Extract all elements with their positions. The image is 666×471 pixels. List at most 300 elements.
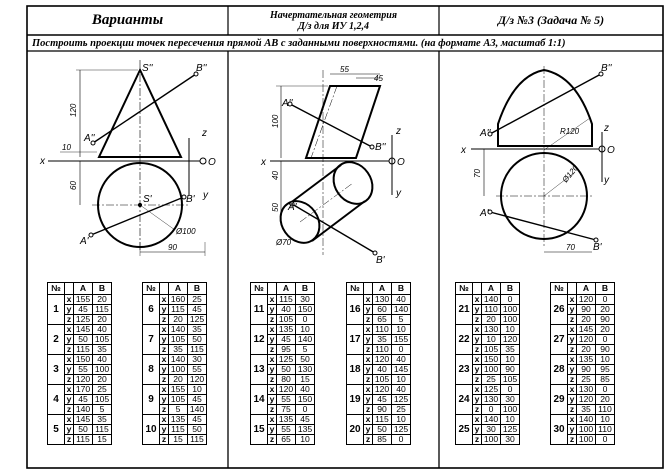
variant-number: 5 bbox=[48, 415, 65, 445]
variant-number: 4 bbox=[48, 385, 65, 415]
table-header-row bbox=[551, 283, 615, 295]
value-a: 120 bbox=[577, 295, 596, 305]
value-a: 140 bbox=[169, 355, 188, 365]
dim-55: 55 bbox=[340, 65, 349, 74]
value-b: 120 bbox=[188, 375, 207, 385]
value-b: 10 bbox=[296, 325, 315, 335]
label-a1: A' bbox=[288, 202, 297, 213]
variant-table bbox=[47, 282, 112, 445]
dim-60: 60 bbox=[69, 181, 78, 190]
value-a: 50 bbox=[277, 365, 296, 375]
value-b: 10 bbox=[501, 325, 520, 335]
variant-number: 29 bbox=[551, 385, 568, 415]
axis-label: z bbox=[364, 405, 373, 415]
value-b: 5 bbox=[93, 405, 112, 415]
variant-number: 2 bbox=[48, 325, 65, 355]
table-row bbox=[251, 415, 315, 425]
table-header-row bbox=[48, 283, 112, 295]
dim-d120: Ø120 bbox=[560, 163, 581, 185]
value-b: 30 bbox=[188, 355, 207, 365]
value-b: 5 bbox=[392, 315, 411, 325]
task-statement: Построить проекции точек пересечения прямой АВ с заданными поверхностями. (на формате А3, масштаб 1:1) bbox=[32, 38, 566, 49]
label-b1: B' bbox=[376, 255, 385, 266]
value-a: 20 bbox=[169, 315, 188, 325]
axis-label: x bbox=[268, 295, 277, 305]
value-a: 80 bbox=[277, 375, 296, 385]
value-b: 45 bbox=[188, 305, 207, 315]
value-a: 115 bbox=[277, 295, 296, 305]
axis-label: x bbox=[65, 325, 74, 335]
label-b1: B' bbox=[593, 242, 602, 253]
axis-label: y bbox=[160, 365, 169, 375]
table-row bbox=[551, 325, 615, 335]
value-a: 90 bbox=[577, 305, 596, 315]
col-num: № bbox=[143, 283, 160, 295]
axis-label: z bbox=[473, 345, 482, 355]
value-b: 30 bbox=[501, 435, 520, 445]
variant-number: 3 bbox=[48, 355, 65, 385]
value-b: 20 bbox=[93, 295, 112, 305]
axis-label: y bbox=[160, 395, 169, 405]
label-b1: B' bbox=[186, 194, 195, 205]
value-a: 10 bbox=[482, 335, 501, 345]
dim-10: 10 bbox=[62, 143, 71, 152]
label-y: y bbox=[604, 175, 609, 186]
variant-table bbox=[455, 282, 520, 445]
axis-label: z bbox=[160, 345, 169, 355]
value-b: 110 bbox=[596, 425, 615, 435]
value-b: 10 bbox=[596, 415, 615, 425]
table-header-row bbox=[251, 283, 315, 295]
axis-label: x bbox=[473, 415, 482, 425]
table-row bbox=[143, 325, 207, 335]
value-a: 105 bbox=[169, 395, 188, 405]
value-b: 105 bbox=[93, 335, 112, 345]
value-a: 55 bbox=[74, 365, 93, 375]
label-o: O bbox=[397, 157, 405, 168]
value-a: 20 bbox=[482, 315, 501, 325]
axis-label: x bbox=[160, 295, 169, 305]
label-x: x bbox=[261, 157, 266, 168]
axis-label: y bbox=[364, 365, 373, 375]
axis-label: z bbox=[268, 435, 277, 445]
axis-label: y bbox=[364, 305, 373, 315]
col-a: A bbox=[482, 283, 501, 295]
axis-label: y bbox=[473, 395, 482, 405]
value-a: 110 bbox=[482, 305, 501, 315]
table-row bbox=[143, 355, 207, 365]
value-a: 65 bbox=[373, 315, 392, 325]
value-b: 40 bbox=[93, 355, 112, 365]
value-b: 35 bbox=[501, 345, 520, 355]
value-a: 115 bbox=[74, 345, 93, 355]
axis-label: x bbox=[568, 415, 577, 425]
value-b: 100 bbox=[501, 305, 520, 315]
header-assignment: Д/з №3 (Задача № 5) bbox=[497, 13, 605, 27]
axis-label: y bbox=[65, 335, 74, 345]
axis-label: y bbox=[568, 395, 577, 405]
value-a: 90 bbox=[373, 405, 392, 415]
axis-label: x bbox=[268, 385, 277, 395]
table-row bbox=[551, 385, 615, 395]
col-axis bbox=[65, 283, 74, 295]
value-b: 100 bbox=[501, 315, 520, 325]
value-b: 40 bbox=[392, 295, 411, 305]
col-b: B bbox=[501, 283, 520, 295]
value-b: 35 bbox=[93, 345, 112, 355]
value-b: 10 bbox=[188, 385, 207, 395]
variant-number: 30 bbox=[551, 415, 568, 445]
axis-label: x bbox=[568, 295, 577, 305]
label-s1: S' bbox=[143, 194, 152, 205]
value-a: 30 bbox=[482, 425, 501, 435]
axis-label: x bbox=[160, 355, 169, 365]
value-a: 120 bbox=[74, 375, 93, 385]
value-b: 100 bbox=[501, 405, 520, 415]
col-b: B bbox=[188, 283, 207, 295]
axis-label: y bbox=[568, 305, 577, 315]
col-a: A bbox=[577, 283, 596, 295]
axis-label: z bbox=[65, 345, 74, 355]
table-row bbox=[456, 295, 520, 305]
variant-number: 24 bbox=[456, 385, 473, 415]
col-num: № bbox=[347, 283, 364, 295]
dim-70-vertical: 70 bbox=[473, 169, 482, 178]
axis-label: y bbox=[268, 335, 277, 345]
table-row bbox=[48, 325, 112, 335]
axis-label: x bbox=[364, 385, 373, 395]
value-a: 110 bbox=[373, 325, 392, 335]
dim-d70: Ø70 bbox=[276, 238, 292, 247]
table-row bbox=[347, 355, 411, 365]
variant-number: 25 bbox=[456, 415, 473, 445]
value-a: 130 bbox=[482, 395, 501, 405]
value-a: 75 bbox=[277, 405, 296, 415]
axis-label: z bbox=[473, 405, 482, 415]
axis-label: z bbox=[568, 405, 577, 415]
table-row bbox=[347, 325, 411, 335]
table-row bbox=[143, 385, 207, 395]
value-b: 155 bbox=[392, 335, 411, 345]
value-a: 35 bbox=[169, 345, 188, 355]
value-a: 85 bbox=[373, 435, 392, 445]
table-row bbox=[551, 415, 615, 425]
value-a: 120 bbox=[373, 355, 392, 365]
value-b: 50 bbox=[296, 355, 315, 365]
variant-number: 15 bbox=[251, 415, 268, 445]
dim-50: 50 bbox=[271, 203, 280, 212]
variant-number: 6 bbox=[143, 295, 160, 325]
value-b: 50 bbox=[188, 425, 207, 435]
value-b: 105 bbox=[501, 375, 520, 385]
axis-label: x bbox=[568, 355, 577, 365]
value-a: 50 bbox=[74, 335, 93, 345]
value-a: 25 bbox=[577, 375, 596, 385]
value-b: 125 bbox=[392, 395, 411, 405]
axis-label: x bbox=[473, 295, 482, 305]
value-b: 105 bbox=[93, 395, 112, 405]
axis-label: x bbox=[268, 355, 277, 365]
col-axis bbox=[160, 283, 169, 295]
label-x: x bbox=[461, 145, 466, 156]
value-b: 10 bbox=[296, 435, 315, 445]
dim-70-horizontal: 70 bbox=[566, 243, 575, 252]
table-row bbox=[347, 415, 411, 425]
value-b: 130 bbox=[296, 365, 315, 375]
value-a: 120 bbox=[277, 385, 296, 395]
value-a: 150 bbox=[482, 355, 501, 365]
table-row bbox=[456, 325, 520, 335]
axis-label: y bbox=[473, 365, 482, 375]
dim-d100: Ø100 bbox=[176, 227, 196, 236]
value-b: 115 bbox=[93, 425, 112, 435]
value-a: 5 bbox=[169, 405, 188, 415]
label-a2: A'' bbox=[282, 98, 293, 109]
col-b: B bbox=[93, 283, 112, 295]
value-a: 155 bbox=[74, 295, 93, 305]
value-a: 45 bbox=[74, 305, 93, 315]
label-b2: B'' bbox=[601, 63, 612, 74]
variant-number: 22 bbox=[456, 325, 473, 355]
value-a: 125 bbox=[74, 315, 93, 325]
axis-label: z bbox=[160, 435, 169, 445]
variant-number: 17 bbox=[347, 325, 364, 355]
value-b: 20 bbox=[93, 315, 112, 325]
value-a: 130 bbox=[482, 325, 501, 335]
variant-number: 12 bbox=[251, 325, 268, 355]
axis-label: z bbox=[268, 345, 277, 355]
axis-label: x bbox=[364, 295, 373, 305]
value-b: 50 bbox=[188, 335, 207, 345]
table-row bbox=[251, 295, 315, 305]
value-a: 105 bbox=[373, 375, 392, 385]
variant-table bbox=[250, 282, 315, 445]
value-b: 115 bbox=[93, 305, 112, 315]
value-b: 0 bbox=[596, 435, 615, 445]
value-a: 40 bbox=[373, 365, 392, 375]
col-num: № bbox=[551, 283, 568, 295]
table-row bbox=[143, 295, 207, 305]
axis-label: z bbox=[364, 435, 373, 445]
axis-label: x bbox=[473, 325, 482, 335]
label-y: y bbox=[203, 190, 208, 201]
value-b: 55 bbox=[188, 365, 207, 375]
value-b: 95 bbox=[596, 365, 615, 375]
value-b: 45 bbox=[188, 395, 207, 405]
axis-label: z bbox=[160, 405, 169, 415]
label-o: O bbox=[208, 157, 216, 168]
value-a: 100 bbox=[482, 435, 501, 445]
value-a: 120 bbox=[373, 385, 392, 395]
axis-label: x bbox=[65, 355, 74, 365]
col-axis bbox=[473, 283, 482, 295]
variant-number: 14 bbox=[251, 385, 268, 415]
value-b: 0 bbox=[596, 385, 615, 395]
drawing-sphere bbox=[471, 66, 605, 252]
value-b: 0 bbox=[501, 385, 520, 395]
table-row bbox=[251, 355, 315, 365]
variant-number: 21 bbox=[456, 295, 473, 325]
col-a: A bbox=[277, 283, 296, 295]
table-row bbox=[456, 415, 520, 425]
value-a: 155 bbox=[169, 385, 188, 395]
value-a: 45 bbox=[277, 335, 296, 345]
table-row bbox=[251, 385, 315, 395]
axis-label: z bbox=[65, 405, 74, 415]
label-a1: A' bbox=[80, 236, 89, 247]
axis-label: z bbox=[568, 345, 577, 355]
value-a: 20 bbox=[577, 315, 596, 325]
value-a: 140 bbox=[577, 415, 596, 425]
col-num: № bbox=[251, 283, 268, 295]
col-b: B bbox=[392, 283, 411, 295]
col-b: B bbox=[596, 283, 615, 295]
value-b: 100 bbox=[93, 365, 112, 375]
value-b: 120 bbox=[501, 335, 520, 345]
value-b: 140 bbox=[392, 305, 411, 315]
value-a: 105 bbox=[169, 335, 188, 345]
label-z: z bbox=[396, 126, 401, 137]
axis-label: z bbox=[568, 315, 577, 325]
variant-number: 18 bbox=[347, 355, 364, 385]
label-z: z bbox=[604, 123, 609, 134]
axis-label: x bbox=[268, 415, 277, 425]
value-b: 10 bbox=[501, 415, 520, 425]
axis-label: y bbox=[160, 305, 169, 315]
header-course bbox=[228, 7, 439, 34]
axis-label: x bbox=[364, 415, 373, 425]
axis-label: y bbox=[160, 425, 169, 435]
col-num: № bbox=[456, 283, 473, 295]
variant-number: 11 bbox=[251, 295, 268, 325]
axis-label: z bbox=[568, 435, 577, 445]
value-b: 0 bbox=[596, 295, 615, 305]
value-b: 140 bbox=[296, 335, 315, 345]
value-b: 20 bbox=[596, 325, 615, 335]
value-b: 10 bbox=[392, 325, 411, 335]
variant-number: 20 bbox=[347, 415, 364, 445]
col-b: B bbox=[296, 283, 315, 295]
value-a: 115 bbox=[169, 425, 188, 435]
axis-label: x bbox=[364, 355, 373, 365]
value-a: 110 bbox=[373, 345, 392, 355]
axis-label: z bbox=[160, 375, 169, 385]
axis-label: y bbox=[568, 365, 577, 375]
dim-120: 120 bbox=[69, 103, 78, 117]
table-header-row bbox=[143, 283, 207, 295]
value-b: 0 bbox=[392, 435, 411, 445]
value-a: 125 bbox=[482, 385, 501, 395]
dim-90: 90 bbox=[168, 243, 177, 252]
variant-number: 28 bbox=[551, 355, 568, 385]
axis-label: x bbox=[268, 325, 277, 335]
axis-label: z bbox=[364, 315, 373, 325]
value-a: 45 bbox=[74, 395, 93, 405]
variant-number: 7 bbox=[143, 325, 160, 355]
table-row bbox=[251, 325, 315, 335]
col-a: A bbox=[169, 283, 188, 295]
axis-label: y bbox=[568, 425, 577, 435]
value-b: 0 bbox=[392, 345, 411, 355]
dim-40: 40 bbox=[271, 171, 280, 180]
table-row bbox=[143, 415, 207, 425]
value-b: 150 bbox=[296, 395, 315, 405]
col-a: A bbox=[373, 283, 392, 295]
value-a: 25 bbox=[482, 375, 501, 385]
label-s2: S'' bbox=[142, 63, 153, 74]
value-a: 35 bbox=[577, 405, 596, 415]
axis-label: y bbox=[364, 335, 373, 345]
value-a: 160 bbox=[169, 295, 188, 305]
value-b: 90 bbox=[596, 315, 615, 325]
col-num: № bbox=[48, 283, 65, 295]
value-b: 40 bbox=[93, 325, 112, 335]
value-a: 90 bbox=[577, 365, 596, 375]
table-row bbox=[48, 415, 112, 425]
value-a: 65 bbox=[277, 435, 296, 445]
axis-label: z bbox=[568, 375, 577, 385]
table-row bbox=[551, 355, 615, 365]
value-a: 120 bbox=[577, 335, 596, 345]
axis-label: x bbox=[160, 385, 169, 395]
axis-label: z bbox=[65, 435, 74, 445]
value-b: 10 bbox=[392, 415, 411, 425]
label-a1: A' bbox=[480, 208, 489, 219]
value-b: 30 bbox=[501, 395, 520, 405]
value-a: 145 bbox=[577, 325, 596, 335]
value-b: 140 bbox=[188, 405, 207, 415]
value-a: 130 bbox=[373, 295, 392, 305]
variant-number: 1 bbox=[48, 295, 65, 325]
value-a: 0 bbox=[482, 405, 501, 415]
value-b: 25 bbox=[188, 295, 207, 305]
axis-label: x bbox=[473, 385, 482, 395]
axis-label: z bbox=[473, 315, 482, 325]
variant-number: 26 bbox=[551, 295, 568, 325]
value-b: 5 bbox=[296, 345, 315, 355]
axis-label: y bbox=[65, 365, 74, 375]
variant-table bbox=[346, 282, 411, 445]
value-b: 90 bbox=[501, 365, 520, 375]
variant-number: 23 bbox=[456, 355, 473, 385]
table-header-row bbox=[456, 283, 520, 295]
axis-label: x bbox=[65, 415, 74, 425]
value-b: 115 bbox=[188, 435, 207, 445]
table-row bbox=[48, 355, 112, 365]
value-a: 115 bbox=[373, 415, 392, 425]
label-y: y bbox=[396, 188, 401, 199]
axis-label: y bbox=[65, 395, 74, 405]
label-a2: A'' bbox=[480, 128, 491, 139]
value-b: 20 bbox=[93, 375, 112, 385]
axis-label: x bbox=[65, 385, 74, 395]
table-row bbox=[48, 295, 112, 305]
label-o: O bbox=[607, 145, 615, 156]
label-z: z bbox=[202, 128, 207, 139]
table-row bbox=[551, 295, 615, 305]
table-row bbox=[347, 295, 411, 305]
table-row bbox=[48, 385, 112, 395]
table-header-row bbox=[347, 283, 411, 295]
axis-label: y bbox=[65, 425, 74, 435]
value-b: 45 bbox=[296, 415, 315, 425]
value-a: 145 bbox=[74, 325, 93, 335]
variant-table bbox=[142, 282, 207, 445]
value-b: 40 bbox=[392, 355, 411, 365]
course-group: Д/з для ИУ 1,2,4 bbox=[298, 20, 369, 32]
value-a: 20 bbox=[577, 345, 596, 355]
variant-number: 27 bbox=[551, 325, 568, 355]
